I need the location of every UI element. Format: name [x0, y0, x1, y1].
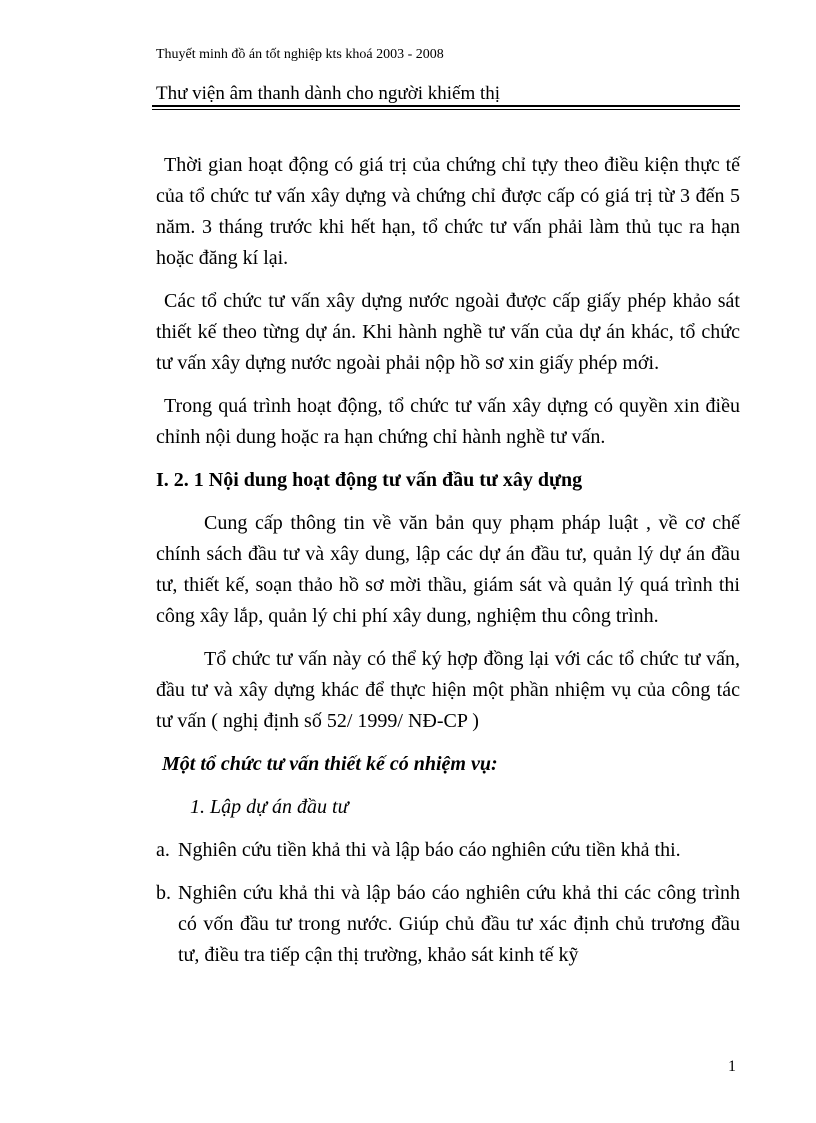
paragraph-foreign-consultants: Các tổ chức tư vấn xây dựng nước ngoài được cấp giấy phép khảo sát thiết kế theo từng dự án. Khi hành nghề tư vấn của dự án khác, tổ chức tư vấn xây dựng nước ngoài phải nộp hồ sơ xin giấy phép mới. [156, 290, 740, 374]
paragraph-subcontracting: Tổ chức tư vấn này có thể ký hợp đồng lại với các tổ chức tư vấn, đầu tư và xây dựng khác để thực hiện một phần nhiệm vụ của công tác tư vấn ( nghị định số 52/ 1999/ NĐ-CP ) [156, 648, 740, 732]
document-body [156, 150, 740, 983]
numbered-item-project-planning: 1. Lập dự án đầu tư [190, 796, 349, 818]
document-header-title: Thuyết minh đồ án tốt nghiệp kts khoá 2003 - 2008 [156, 47, 444, 62]
section-heading: I. 2. 1 Nội dung hoạt động tư vấn đầu tư xây dựng [156, 469, 583, 491]
list-marker: a. [156, 839, 170, 861]
list-item-text: Nghiên cứu tiền khả thi và lập báo cáo nghiên cứu tiền khả thi. [178, 839, 681, 861]
page-number: 1 [728, 1058, 736, 1075]
list-marker: b. [156, 882, 171, 904]
paragraph-certificate-validity: Thời gian hoạt động có giá trị của chứng chỉ tựy theo điều kiện thực tế của tổ chức tư vấn xây dựng và chứng chỉ được cấp có giá trị từ 3 đến 5 năm. 3 tháng trước khi hết hạn, tổ chức tư vấn phải làm thủ tục ra hạn hoặc đăng kí lại. [156, 154, 740, 269]
document-header-subtitle: Thư viện âm thanh dành cho người khiếm thị [156, 83, 501, 104]
list-item [156, 835, 740, 866]
duties-heading: Một tổ chức tư vấn thiết kế có nhiệm vụ: [162, 753, 498, 775]
paragraph-adjustment-rights: Trong quá trình hoạt động, tổ chức tư vấn xây dựng có quyền xin điều chỉnh nội dung hoặc ra hạn chứng chỉ hành nghề tư vấn. [156, 395, 740, 448]
header-divider [152, 105, 740, 110]
list-item-text: Nghiên cứu khả thi và lập báo cáo nghiên cứu khả thi các công trình có vốn đầu tư trong nước. Giúp chủ đầu tư xác định chủ trương đầu tư, điều tra tiếp cận thị trường, khảo sát kinh tế kỹ [178, 882, 740, 966]
list-item [156, 878, 740, 971]
paragraph-consulting-content: Cung cấp thông tin về văn bản quy phạm pháp luật , về cơ chế chính sách đầu tư và xây dung, lập các dự án đầu tư, quản lý dự án đầu tư, thiết kế, soạn thảo hồ sơ mời thầu, giám sát và quản lý quá trình thi công xây lắp, quản lý chi phí xây dung, nghiệm thu công trình. [156, 512, 740, 627]
